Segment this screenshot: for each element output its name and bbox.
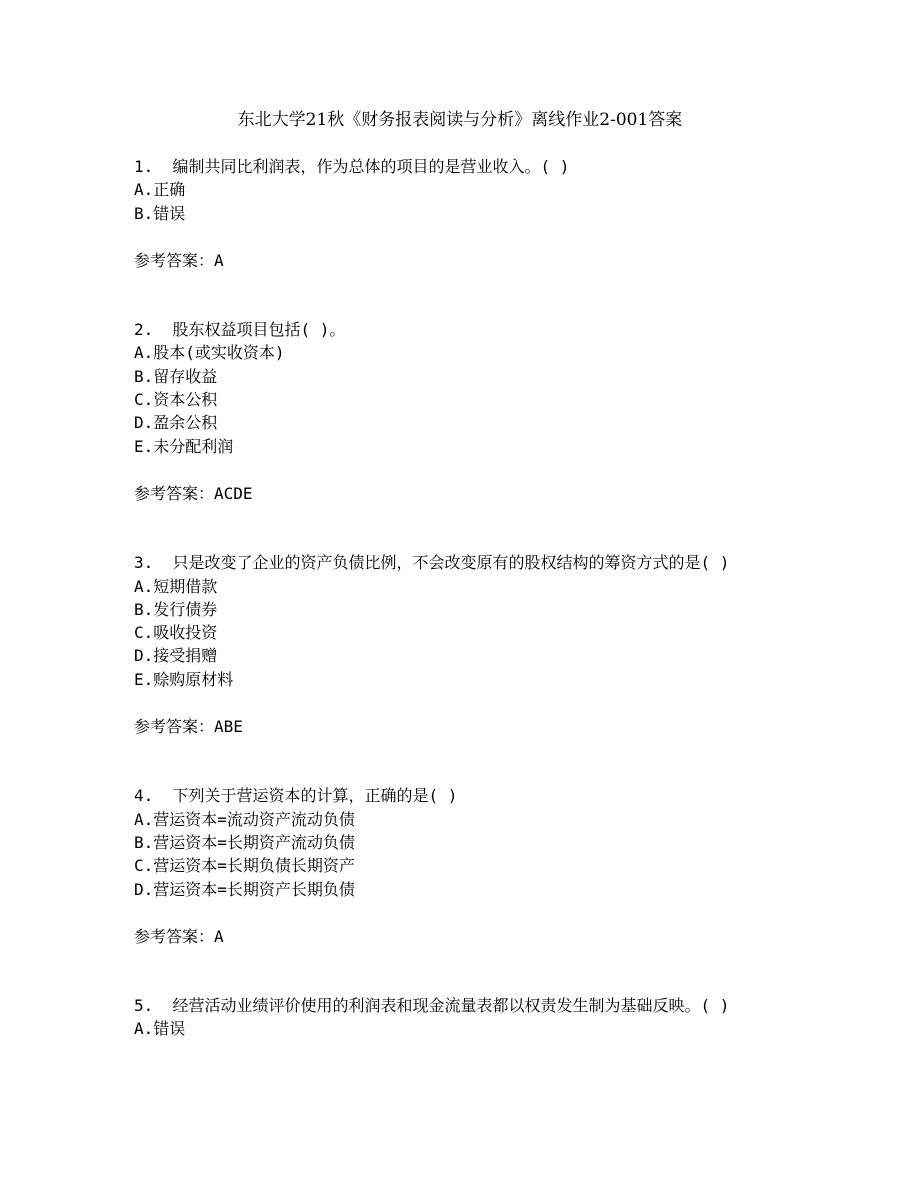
option-item: B.发行债券: [134, 599, 218, 619]
answer-label: 参考答案：: [134, 926, 215, 946]
question-text: [134, 784, 784, 807]
question-stem: 只是改变了企业的资产负债比例，不会改变原有的股权结构的筹资方式的是( ): [172, 553, 730, 573]
option-item: A.错误: [134, 1019, 186, 1039]
answer-label: 参考答案：: [134, 483, 215, 503]
option-item: D.接受捐赠: [134, 646, 218, 666]
answer-line: [134, 925, 784, 948]
option-item: C.资本公积: [134, 390, 218, 410]
option-item: A.营运资本=流动资产流动负债: [134, 809, 355, 829]
option-item: A.股本(或实收资本): [134, 343, 285, 363]
option-item: A.短期借款: [134, 576, 218, 596]
question-3: [134, 551, 784, 738]
question-stem: 股东权益项目包括( )。: [172, 320, 346, 340]
question-5: [134, 994, 784, 1041]
option-item: B.留存收益: [134, 366, 218, 386]
answer-value: ACDE: [214, 483, 253, 503]
option-item: A.正确: [134, 180, 186, 200]
question-text: [134, 994, 784, 1017]
question-number: 3.: [134, 553, 154, 573]
option-item: E.未分配利润: [134, 436, 234, 456]
option-item: E.赊购原材料: [134, 669, 234, 689]
question-text: [134, 155, 784, 178]
question-number: 1.: [134, 157, 154, 176]
answer-label: 参考答案：: [134, 250, 215, 270]
option-item: B.营运资本=长期资产流动负债: [134, 832, 355, 852]
question-stem: 经营活动业绩评价使用的利润表和现金流量表都以权责发生制为基础反映。( ): [172, 996, 730, 1016]
answer-value: A: [214, 926, 224, 946]
option-item: C.营运资本=长期负债长期资产: [134, 856, 355, 876]
answer-value: A: [214, 250, 224, 270]
question-1: [134, 155, 784, 272]
option-item: D.营运资本=长期资产长期负债: [134, 879, 355, 899]
question-4: [134, 784, 784, 948]
answer-value: ABE: [214, 717, 243, 737]
question-text: [134, 318, 784, 341]
option-item: C.吸收投资: [134, 623, 218, 643]
question-number: 4.: [134, 786, 154, 806]
question-stem: 下列关于营运资本的计算，正确的是( ): [172, 786, 458, 806]
answer-label: 参考答案：: [134, 717, 215, 737]
question-number: 5.: [134, 996, 154, 1016]
answer-line: [134, 482, 784, 505]
question-stem: 编制共同比利润表，作为总体的项目的是营业收入。( ): [172, 157, 570, 176]
question-2: [134, 318, 784, 505]
option-item: D.盈余公积: [134, 413, 218, 433]
question-number: 2.: [134, 320, 154, 340]
answer-line: [134, 249, 784, 272]
question-list: [134, 155, 784, 1041]
option-item: B.错误: [134, 203, 186, 223]
answer-line: [134, 715, 784, 738]
question-text: [134, 551, 784, 574]
document-title: 东北大学21秋《财务报表阅读与分析》离线作业2-001答案: [237, 110, 683, 130]
